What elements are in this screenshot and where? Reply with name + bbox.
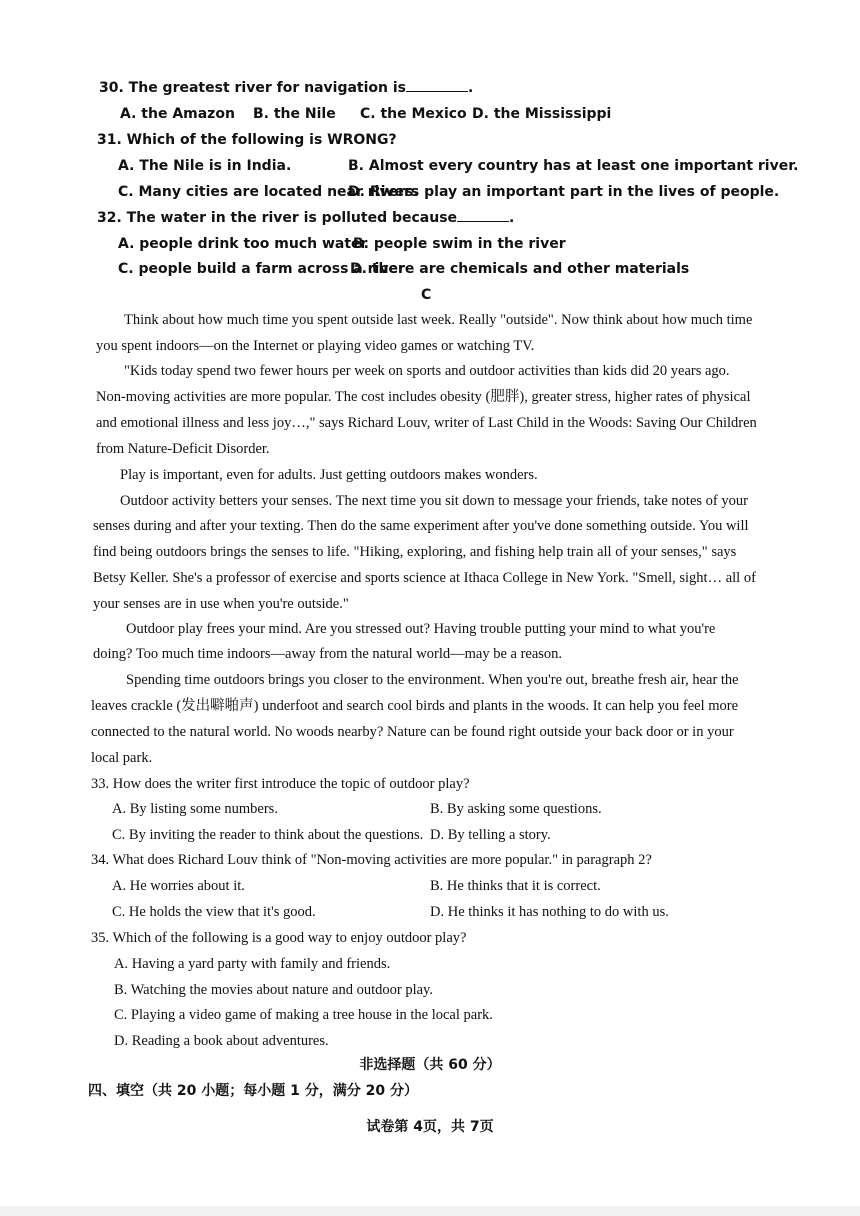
section-title: 非选择题（共 60 分） [359, 1057, 501, 1073]
passage-line: and emotional illness and less joy…," says Richard Louv, writer of Last Child in the Woods: Saving Our Children [96, 415, 757, 431]
passage-line: senses during and after your texting. Then do the same experiment after you've done something outside. You will [93, 518, 749, 534]
passage-line: you spent indoors—on the Internet or playing video games or watching TV. [96, 338, 535, 354]
option-32-b: B. people swim in the river [353, 236, 566, 252]
passage-line: Think about how much time you spent outside last week. Really "outside". Now think about how much time [124, 312, 753, 328]
option-34-c: C. He holds the view that it's good. [112, 904, 316, 920]
option-31-a: A. The Nile is in India. [118, 158, 292, 174]
passage-line: "Kids today spend two fewer hours per week on sports and outdoor activities than kids did 20 years ago. [124, 363, 730, 379]
option-30-a: A. the Amazon [120, 106, 235, 122]
passage-line: Spending time outdoors brings you closer to the environment. When you're out, breathe fresh air, hear the [126, 672, 739, 688]
option-30-d: D. the Mississippi [472, 106, 612, 122]
question-35-stem: 35. Which of the following is a good way to enjoy outdoor play? [91, 930, 467, 946]
option-35-c: C. Playing a video game of making a tree house in the local park. [114, 1007, 493, 1023]
option-30-c: C. the Mexico [360, 106, 467, 122]
option-32-c: C. people build a farm across a river [118, 261, 405, 277]
option-34-b: B. He thinks that it is correct. [430, 878, 601, 894]
passage-line: from Nature-Deficit Disorder. [96, 441, 270, 457]
question-30-stem [99, 79, 473, 97]
scan-bottom-edge [0, 1206, 860, 1216]
passage-line: Non-moving activities are more popular. The cost includes obesity (肥胖), greater stress, higher rates of physical [96, 389, 751, 405]
question-32-stem [97, 209, 514, 227]
option-34-d: D. He thinks it has nothing to do with us. [430, 904, 669, 920]
option-32-a: A. people drink too much water [118, 236, 368, 252]
part-4-heading: 四、填空（共 20 小题；每小题 1 分，满分 20 分） [88, 1083, 418, 1099]
answer-blank [406, 79, 468, 92]
option-35-a: A. Having a yard party with family and friends. [114, 956, 391, 972]
answer-blank [457, 209, 509, 222]
passage-line: your senses are in use when you're outside." [93, 596, 349, 612]
option-31-b: B. Almost every country has at least one important river. [348, 158, 799, 174]
passage-line: local park. [91, 750, 153, 766]
passage-line: find being outdoors brings the senses to life. "Hiking, exploring, and fishing help train all of your senses," says [93, 544, 737, 560]
passage-line: Outdoor activity betters your senses. The next time you sit down to message your friends, take notes of your [120, 493, 748, 509]
passage-line: connected to the natural world. No woods nearby? Nature can be found right outside your back door or in your [91, 724, 734, 740]
option-30-b: B. the Nile [253, 106, 336, 122]
passage-line: Play is important, even for adults. Just getting outdoors makes wonders. [120, 467, 538, 483]
option-33-c: C. By inviting the reader to think about the questions. [112, 827, 424, 843]
question-32-stem-end: . [509, 210, 515, 226]
passage-line: Betsy Keller. She's a professor of exercise and sports science at Ithaca College in New York. "Smell, sight… all of [93, 570, 756, 586]
passage-heading: C [421, 287, 432, 303]
passage-line: leaves crackle (发出噼啪声) underfoot and search cool birds and plants in the woods. It can help you feel more [91, 698, 739, 714]
page-footer: 试卷第 4页，共 7页 [366, 1119, 494, 1135]
question-33-stem: 33. How does the writer first introduce the topic of outdoor play? [91, 776, 470, 792]
option-35-d: D. Reading a book about adventures. [114, 1033, 329, 1049]
option-32-d: D. there are chemicals and other materials [350, 261, 690, 277]
question-30-stem-end: . [468, 80, 474, 96]
option-31-c: C. Many cities are located near rivers. [118, 184, 419, 200]
passage-line: Outdoor play frees your mind. Are you stressed out? Having trouble putting your mind to what you're [126, 621, 716, 637]
option-31-d: D. Rivers play an important part in the lives of people. [348, 184, 780, 200]
option-33-d: D. By telling a story. [430, 827, 551, 843]
question-32-stem-text: 32. The water in the river is polluted because [97, 210, 458, 226]
option-34-a: A. He worries about it. [112, 878, 245, 894]
passage-line: doing? Too much time indoors—away from the natural world—may be a reason. [93, 646, 563, 662]
option-33-b: B. By asking some questions. [430, 801, 602, 817]
option-33-a: A. By listing some numbers. [112, 801, 278, 817]
question-31-stem: 31. Which of the following is WRONG? [97, 132, 397, 148]
question-34-stem: 34. What does Richard Louv think of "Non-moving activities are more popular." in paragraph 2? [91, 852, 652, 868]
option-35-b: B. Watching the movies about nature and outdoor play. [114, 982, 433, 998]
question-30-stem-text: 30. The greatest river for navigation is [99, 80, 406, 96]
